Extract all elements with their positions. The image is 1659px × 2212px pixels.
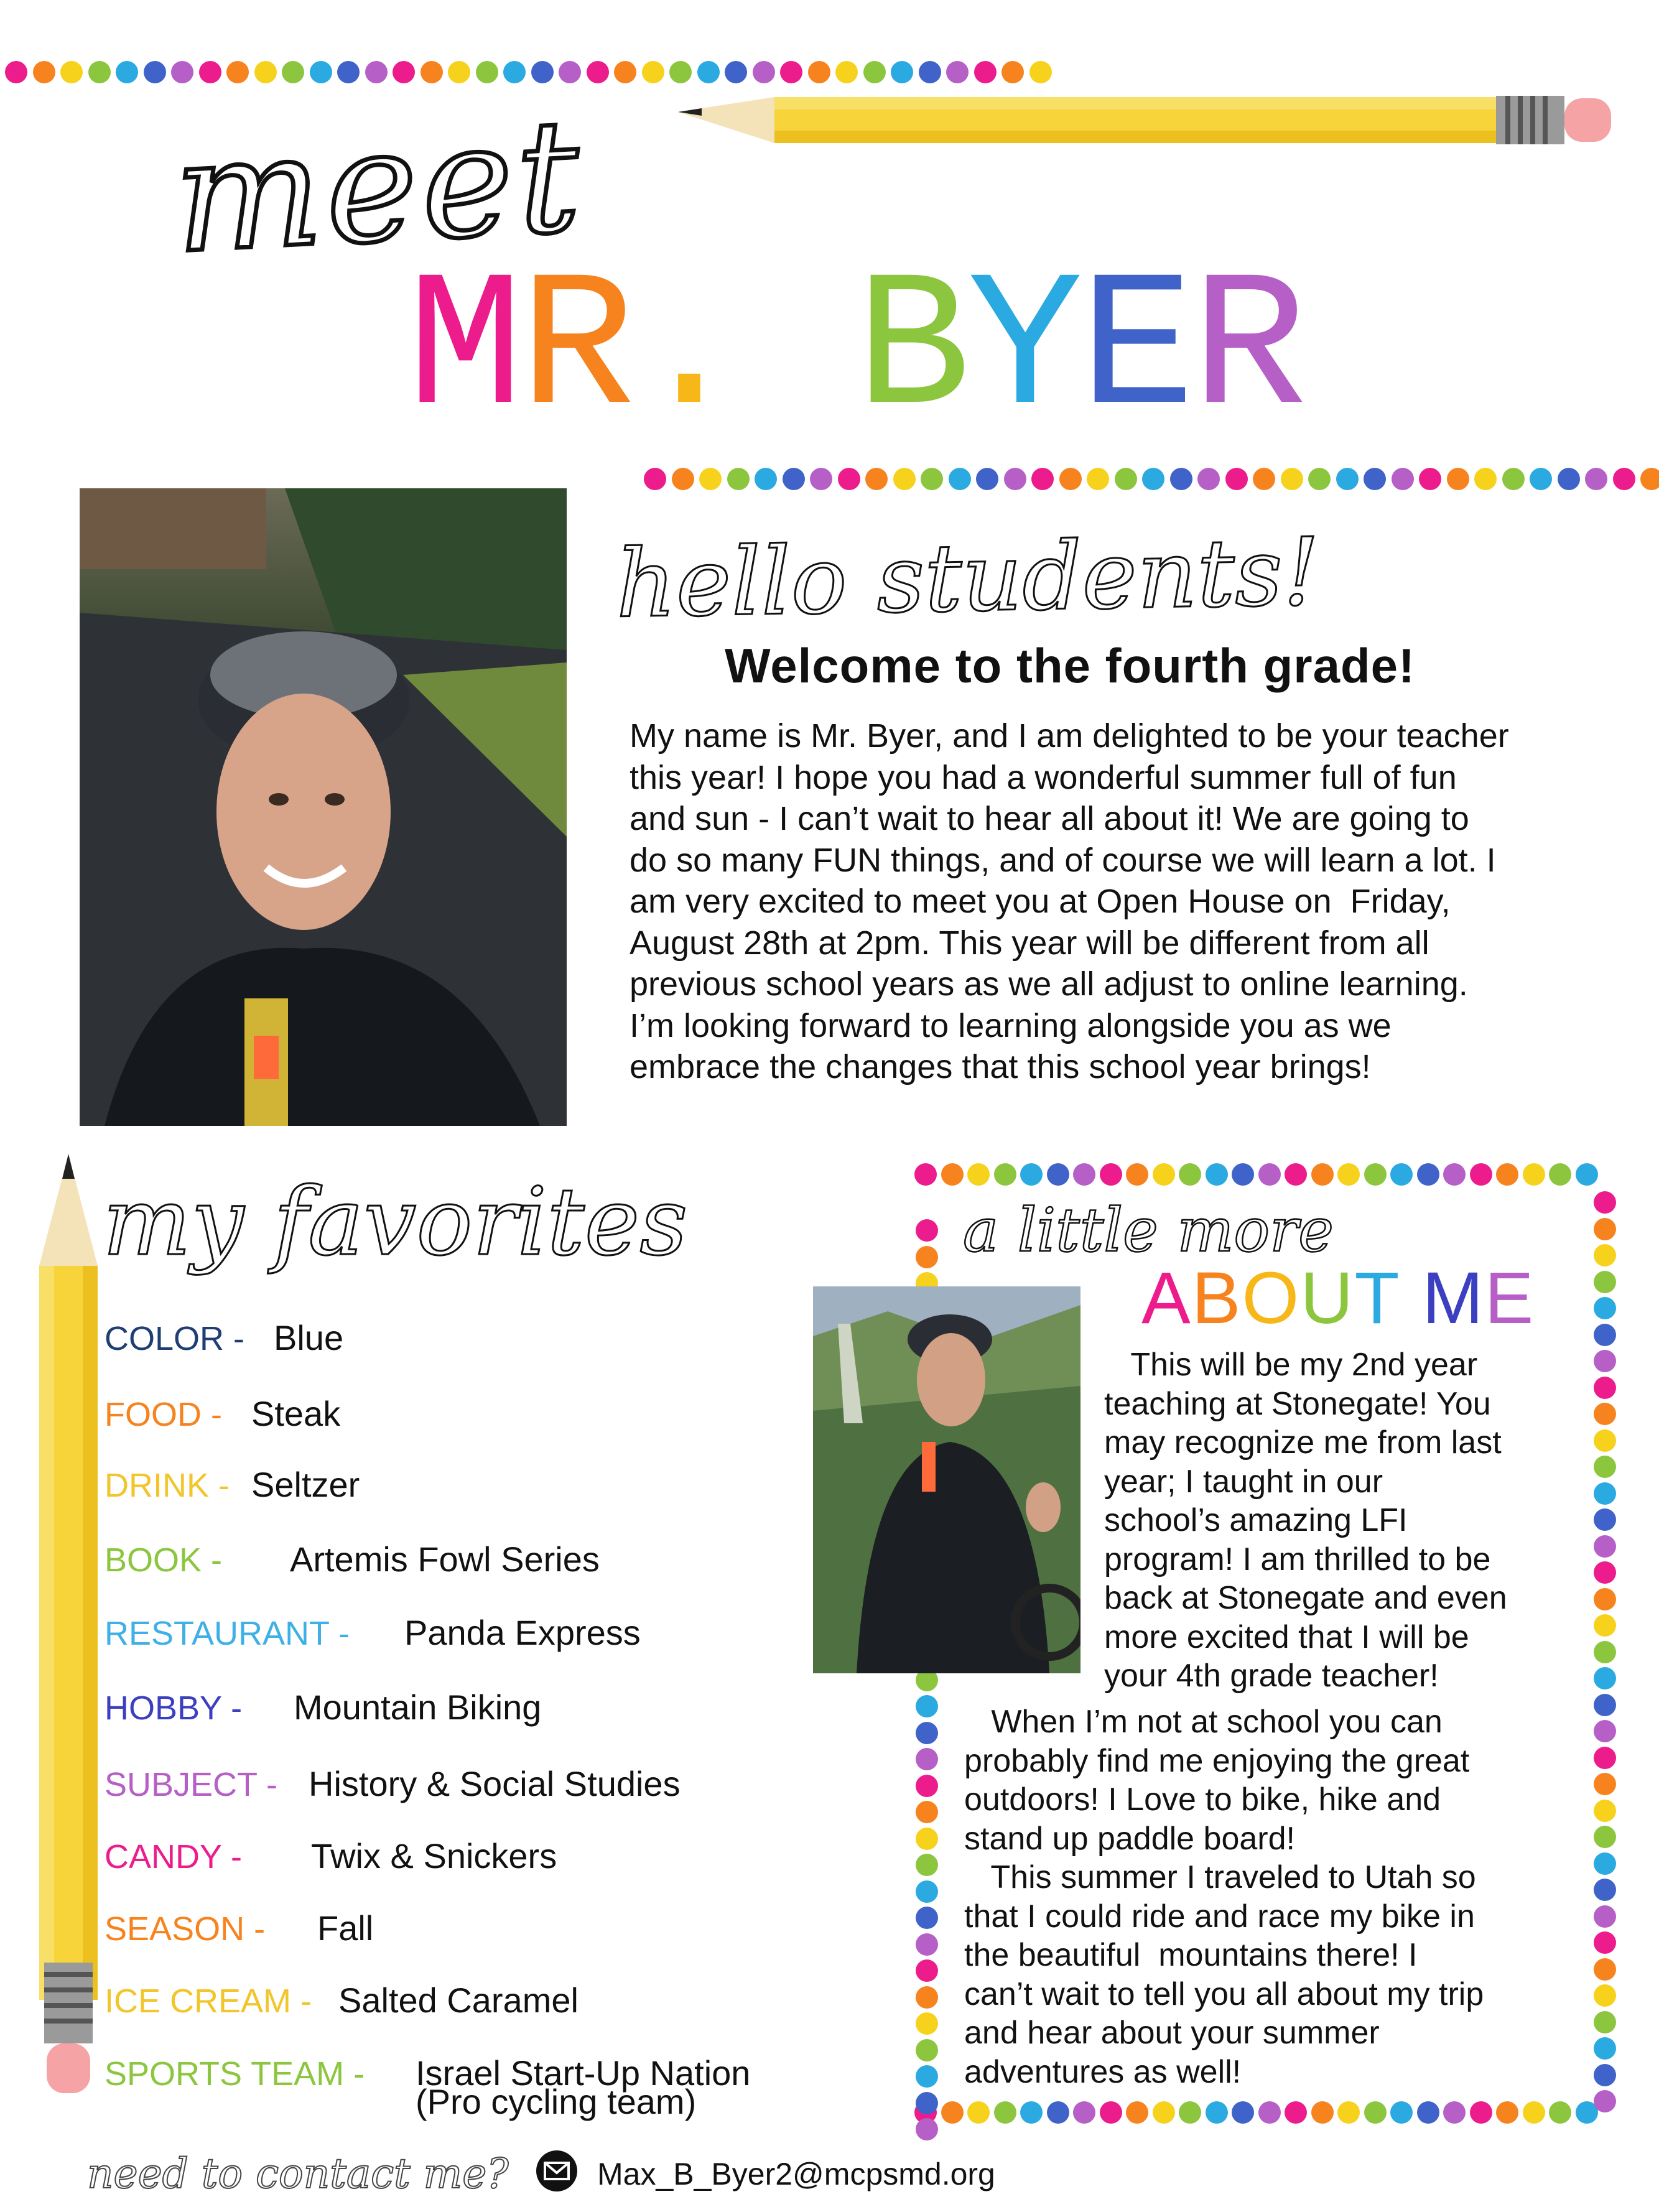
decorative-dot — [644, 468, 666, 490]
decorative-dot — [1594, 1377, 1616, 1399]
intro-line: am very excited to meet you at Open House on Friday, — [630, 883, 1451, 920]
decorative-dot — [1419, 468, 1441, 490]
decorative-dot — [916, 1801, 938, 1823]
about-top-line: back at Stonegate and even — [1104, 1580, 1507, 1616]
decorative-dot — [116, 61, 138, 83]
decorative-dot — [1364, 468, 1386, 490]
teacher-name-letter: E — [1079, 242, 1192, 460]
intro-line: I’m looking forward to learning alongside you as we — [630, 1006, 1392, 1044]
decorative-dot — [393, 61, 415, 83]
decorative-dot — [337, 61, 360, 83]
decorative-dot — [1337, 2101, 1360, 2124]
decorative-dot — [1496, 1163, 1518, 1186]
decorative-dot — [967, 2101, 990, 2124]
decorative-dot — [1020, 1163, 1043, 1186]
decorative-dot — [916, 1748, 938, 1770]
about-top-line: more excited that I will be — [1104, 1619, 1469, 1655]
favorite-label: SEASON - — [105, 1910, 266, 1948]
decorative-dot — [1285, 1163, 1307, 1186]
pencil-decoration-top — [678, 92, 1624, 148]
decorative-dot — [503, 61, 526, 83]
decorative-dot — [1153, 1163, 1175, 1186]
meet-script-heading: meet — [169, 85, 588, 288]
decorative-dot — [310, 61, 332, 83]
decorative-dot — [863, 61, 886, 83]
decorative-dot — [916, 1246, 938, 1268]
about-top-line: program! I am thrilled to be — [1104, 1541, 1491, 1578]
about-me-letter: E — [1484, 1257, 1535, 1339]
decorative-dot — [780, 61, 802, 83]
decorative-dot — [697, 61, 720, 83]
decorative-dot — [725, 61, 747, 83]
decorative-dot — [88, 61, 111, 83]
decorative-dot — [914, 1163, 937, 1186]
decorative-dot — [753, 61, 775, 83]
teacher-name-letter: R — [1191, 242, 1304, 460]
decorative-dot — [916, 1828, 938, 1850]
decorative-dot — [994, 2101, 1016, 2124]
decorative-dot — [1417, 1163, 1439, 1186]
decorative-dot — [1594, 1350, 1616, 1372]
decorative-dot — [1258, 2101, 1281, 2124]
decorative-dot — [1311, 1163, 1334, 1186]
about-top-line: teaching at Stonegate! You — [1104, 1385, 1491, 1422]
favorite-label: DRINK - — [105, 1467, 230, 1504]
favorite-value: Mountain Biking — [294, 1688, 542, 1727]
decorative-dot — [916, 1986, 938, 2009]
favorite-value: History & Social Studies — [309, 1764, 681, 1803]
decorative-dot — [1225, 468, 1248, 490]
decorative-dot — [1153, 2101, 1175, 2124]
decorative-dot — [1337, 1163, 1360, 1186]
decorative-dot — [1253, 468, 1275, 490]
about-me-letter: A — [1141, 1257, 1192, 1339]
teacher-name-letter: R — [519, 242, 632, 460]
favorite-label: COLOR - — [105, 1320, 245, 1357]
decorative-dot — [916, 2065, 938, 2088]
decorative-dot — [1594, 1879, 1616, 1901]
about-me-letter: U — [1300, 1257, 1355, 1339]
decorative-dot — [949, 468, 971, 490]
intro-line: August 28th at 2pm. This year will be different from all — [630, 924, 1429, 962]
welcome-heading: Welcome to the fourth grade! — [725, 638, 1415, 693]
decorative-dot — [642, 61, 664, 83]
contact-email[interactable]: Max_B_Byer2@mcpsmd.org — [597, 2157, 995, 2191]
decorative-dot — [916, 1695, 938, 1717]
about-bottom-line: stand up paddle board! — [964, 1820, 1295, 1857]
favorite-item — [105, 1393, 340, 1434]
decorative-dot — [1523, 2101, 1545, 2124]
decorative-dot — [1558, 468, 1580, 490]
my-favorites-script: my favorites — [103, 1168, 688, 1276]
decorative-dot — [1197, 468, 1220, 490]
decorative-dot — [916, 1880, 938, 1903]
dot-border-about-bottom — [914, 2101, 1602, 2124]
mountain-biking-photo — [813, 1286, 1080, 1673]
decorative-dot — [755, 468, 777, 490]
decorative-dot — [1594, 1508, 1616, 1531]
decorative-dot — [559, 61, 581, 83]
dot-border-middle — [644, 468, 1659, 490]
decorative-dot — [1004, 468, 1026, 490]
hello-students-script: hello students! — [615, 518, 1321, 639]
decorative-dot — [727, 468, 750, 490]
contact-script: need to contact me? — [87, 2150, 509, 2198]
decorative-dot — [1047, 2101, 1069, 2124]
decorative-dot — [1470, 2101, 1492, 2124]
decorative-dot — [60, 61, 83, 83]
decorative-dot — [1594, 1244, 1616, 1266]
about-bottom-line: can’t wait to tell you all about my trip — [964, 1976, 1484, 2012]
teacher-name-letter: . — [631, 242, 744, 460]
decorative-dot — [1392, 468, 1414, 490]
decorative-dot — [1031, 468, 1054, 490]
decorative-dot — [1443, 1163, 1466, 1186]
favorite-label: BOOK - — [105, 1541, 223, 1579]
decorative-dot — [1613, 468, 1635, 490]
decorative-dot — [1311, 2101, 1334, 2124]
envelope-icon[interactable] — [535, 2149, 579, 2193]
decorative-dot — [1100, 2101, 1122, 2124]
decorative-dot — [171, 61, 193, 83]
favorite-value: Steak — [251, 1394, 341, 1433]
about-me-letter: T — [1354, 1257, 1401, 1339]
favorite-value: Salted Caramel — [338, 1981, 579, 2020]
decorative-dot — [1115, 468, 1137, 490]
decorative-dot — [1594, 1324, 1616, 1346]
favorite-label: ICE CREAM - — [105, 1982, 312, 2020]
decorative-dot — [1496, 2101, 1518, 2124]
decorative-dot — [994, 1163, 1016, 1186]
decorative-dot — [1530, 468, 1552, 490]
decorative-dot — [1364, 1163, 1387, 1186]
decorative-dot — [1594, 1958, 1616, 1981]
decorative-dot — [1470, 1163, 1492, 1186]
decorative-dot — [941, 2101, 964, 2124]
decorative-dot — [974, 61, 997, 83]
decorative-dot — [1308, 468, 1331, 490]
decorative-dot — [1594, 2090, 1616, 2112]
decorative-dot — [1001, 61, 1024, 83]
decorative-dot — [1594, 1694, 1616, 1716]
decorative-dot — [1594, 2037, 1616, 2060]
decorative-dot — [1594, 1614, 1616, 1637]
decorative-dot — [1232, 1163, 1254, 1186]
decorative-dot — [1594, 1984, 1616, 2007]
decorative-dot — [1179, 1163, 1201, 1186]
decorative-dot — [1100, 1163, 1122, 1186]
decorative-dot — [282, 61, 304, 83]
decorative-dot — [916, 1907, 938, 1929]
decorative-dot — [1206, 1163, 1228, 1186]
decorative-dot — [1594, 1535, 1616, 1558]
about-me-heading — [1141, 1257, 1535, 1339]
favorite-item — [105, 1612, 641, 1653]
favorite-item — [105, 1908, 373, 1948]
decorative-dot — [1390, 1163, 1413, 1186]
decorative-dot — [254, 61, 277, 83]
about-paragraph-bottom — [964, 1703, 1580, 2091]
intro-line: previous school years as we all adjust to online learning. — [630, 965, 1468, 1003]
about-bottom-line: probably find me enjoying the great — [964, 1742, 1470, 1779]
decorative-dot — [916, 1775, 938, 1797]
favorite-item — [105, 1464, 360, 1505]
favorite-item — [105, 1980, 579, 2020]
decorative-dot — [1179, 2101, 1201, 2124]
favorite-item — [105, 1539, 600, 1579]
about-me-letter — [1401, 1257, 1423, 1339]
decorative-dot — [1549, 2101, 1571, 2124]
decorative-dot — [1443, 2101, 1466, 2124]
decorative-dot — [941, 1163, 964, 1186]
decorative-dot — [531, 61, 554, 83]
decorative-dot — [1594, 1667, 1616, 1689]
favorite-label: HOBBY - — [105, 1689, 243, 1727]
decorative-dot — [1502, 468, 1525, 490]
about-bottom-line: This summer I traveled to Utah so — [964, 1859, 1476, 1895]
decorative-dot — [1020, 2101, 1043, 2124]
about-top-line: school’s amazing LFI — [1104, 1502, 1408, 1538]
favorite-label: SUBJECT - — [105, 1766, 278, 1803]
teacher-name-heading — [407, 242, 1304, 460]
about-me-letter: B — [1191, 1257, 1242, 1339]
favorite-value: Blue — [274, 1318, 344, 1357]
decorative-dot — [916, 2039, 938, 2061]
decorative-dot — [1594, 1747, 1616, 1769]
decorative-dot — [421, 61, 443, 83]
decorative-dot — [835, 61, 858, 83]
decorative-dot — [1029, 61, 1052, 83]
decorative-dot — [1258, 1163, 1281, 1186]
decorative-dot — [976, 468, 998, 490]
decorative-dot — [916, 2092, 938, 2114]
decorative-dot — [916, 1854, 938, 1876]
decorative-dot — [1594, 1588, 1616, 1610]
decorative-dot — [1073, 2101, 1095, 2124]
decorative-dot — [476, 61, 498, 83]
sports-team-note: (Pro cycling team) — [416, 2082, 697, 2121]
decorative-dot — [916, 2118, 938, 2140]
favorite-value: Israel Start-Up Nation — [416, 2053, 751, 2093]
decorative-dot — [1281, 468, 1303, 490]
decorative-dot — [1170, 468, 1192, 490]
about-me-letter: O — [1242, 1257, 1301, 1339]
decorative-dot — [1594, 1297, 1616, 1319]
decorative-dot — [1585, 468, 1607, 490]
decorative-dot — [1126, 2101, 1148, 2124]
teacher-name-letter: Y — [967, 242, 1080, 460]
decorative-dot — [916, 1722, 938, 1744]
decorative-dot — [1047, 1163, 1069, 1186]
decorative-dot — [1594, 2011, 1616, 2033]
decorative-dot — [1390, 2101, 1413, 2124]
intro-line: do so many FUN things, and of course we will learn a lot. I — [630, 841, 1496, 879]
about-top-line: may recognize me from last — [1104, 1424, 1502, 1461]
decorative-dot — [1594, 1271, 1616, 1293]
decorative-dot — [1059, 468, 1082, 490]
about-bottom-line: and hear about your summer — [964, 2015, 1380, 2051]
favorite-value: Panda Express — [404, 1613, 641, 1652]
decorative-dot — [1417, 2101, 1439, 2124]
decorative-dot — [1594, 1800, 1616, 1822]
decorative-dot — [1640, 468, 1659, 490]
decorative-dot — [1549, 1163, 1571, 1186]
decorative-dot — [865, 468, 888, 490]
about-bottom-line: the beautiful mountains there! I — [964, 1937, 1418, 1973]
decorative-dot — [921, 468, 943, 490]
teacher-selfie-photo — [80, 488, 567, 1126]
favorite-label: RESTAURANT - — [105, 1615, 350, 1652]
about-bottom-line: outdoors! I Love to bike, hike and — [964, 1782, 1441, 1818]
decorative-dot — [916, 1219, 938, 1242]
decorative-dot — [1594, 2064, 1616, 2086]
decorative-dot — [1474, 468, 1497, 490]
decorative-dot — [1336, 468, 1359, 490]
intro-line: and sun - I can’t wait to hear all about it! We are going to — [630, 800, 1469, 837]
decorative-dot — [1126, 1163, 1148, 1186]
decorative-dot — [226, 61, 249, 83]
decorative-dot — [5, 61, 27, 83]
dot-border-top — [5, 61, 1057, 83]
pencil-decoration-left — [34, 1154, 103, 2099]
decorative-dot — [1594, 1561, 1616, 1584]
decorative-dot — [1594, 1191, 1616, 1214]
favorite-item — [105, 1687, 541, 1727]
decorative-dot — [365, 61, 388, 83]
decorative-dot — [1447, 468, 1469, 490]
favorite-label: FOOD - — [105, 1396, 222, 1433]
decorative-dot — [838, 468, 860, 490]
decorative-dot — [1364, 2101, 1387, 2124]
about-bottom-line: adventures as well! — [964, 2053, 1242, 2090]
decorative-dot — [1594, 1852, 1616, 1875]
favorite-value: Artemis Fowl Series — [290, 1540, 600, 1579]
intro-line: this year! I hope you had a wonderful summer full of fun — [630, 758, 1457, 796]
decorative-dot — [1523, 1163, 1545, 1186]
decorative-dot — [699, 468, 722, 490]
decorative-dot — [1142, 468, 1164, 490]
decorative-dot — [1087, 468, 1109, 490]
decorative-dot — [587, 61, 609, 83]
decorative-dot — [919, 61, 941, 83]
decorative-dot — [891, 61, 913, 83]
decorative-dot — [1232, 2101, 1254, 2124]
decorative-dot — [1285, 2101, 1307, 2124]
dot-border-about-right — [1594, 1191, 1616, 2117]
decorative-dot — [1576, 1163, 1598, 1186]
about-top-line: year; I taught in our — [1104, 1463, 1383, 1500]
dot-border-about-top — [914, 1163, 1602, 1186]
decorative-dot — [1594, 1429, 1616, 1452]
intro-paragraph — [630, 715, 1650, 1088]
decorative-dot — [1594, 1456, 1616, 1478]
decorative-dot — [144, 61, 166, 83]
decorative-dot — [783, 468, 805, 490]
decorative-dot — [1206, 2101, 1228, 2124]
decorative-dot — [1073, 1163, 1095, 1186]
favorite-value: Seltzer — [251, 1465, 360, 1504]
about-bottom-line: that I could ride and race my bike in — [964, 1898, 1475, 1935]
intro-line: embrace the changes that this school year brings! — [630, 1048, 1371, 1085]
decorative-dot — [916, 2012, 938, 2035]
favorite-label: CANDY - — [105, 1838, 243, 1875]
decorative-dot — [1594, 1641, 1616, 1663]
decorative-dot — [1594, 1826, 1616, 1848]
about-paragraph-top — [1104, 1345, 1577, 1696]
decorative-dot — [946, 61, 969, 83]
decorative-dot — [1594, 1482, 1616, 1505]
decorative-dot — [967, 1163, 990, 1186]
favorite-value: Twix & Snickers — [311, 1836, 557, 1875]
decorative-dot — [1594, 1773, 1616, 1795]
favorite-item — [105, 1836, 557, 1876]
decorative-dot — [33, 61, 55, 83]
teacher-name-letter: M — [407, 242, 520, 460]
decorative-dot — [893, 468, 916, 490]
about-top-line: This will be my 2nd year — [1104, 1347, 1478, 1383]
decorative-dot — [1594, 1218, 1616, 1240]
decorative-dot — [614, 61, 636, 83]
teacher-name-letter: B — [855, 242, 968, 460]
decorative-dot — [448, 61, 470, 83]
decorative-dot — [1594, 1931, 1616, 1954]
decorative-dot — [1594, 1720, 1616, 1742]
favorite-item — [105, 1317, 343, 1358]
decorative-dot — [1594, 1403, 1616, 1425]
decorative-dot — [810, 468, 832, 490]
a-little-more-script: a little more — [963, 1196, 1334, 1265]
intro-line: My name is Mr. Byer, and I am delighted to be your teacher — [630, 717, 1509, 755]
teacher-name-letter — [743, 242, 855, 460]
decorative-dot — [808, 61, 830, 83]
favorite-value: Fall — [317, 1908, 374, 1948]
decorative-dot — [672, 468, 694, 490]
decorative-dot — [916, 1933, 938, 1956]
decorative-dot — [199, 61, 221, 83]
favorite-item — [105, 1764, 681, 1804]
about-top-line: your 4th grade teacher! — [1104, 1658, 1439, 1694]
about-bottom-line: When I’m not at school you can — [964, 1704, 1443, 1740]
about-me-letter: M — [1422, 1257, 1485, 1339]
decorative-dot — [1594, 1905, 1616, 1928]
favorite-label: SPORTS TEAM - — [105, 2055, 365, 2093]
decorative-dot — [916, 1959, 938, 1982]
decorative-dot — [669, 61, 692, 83]
